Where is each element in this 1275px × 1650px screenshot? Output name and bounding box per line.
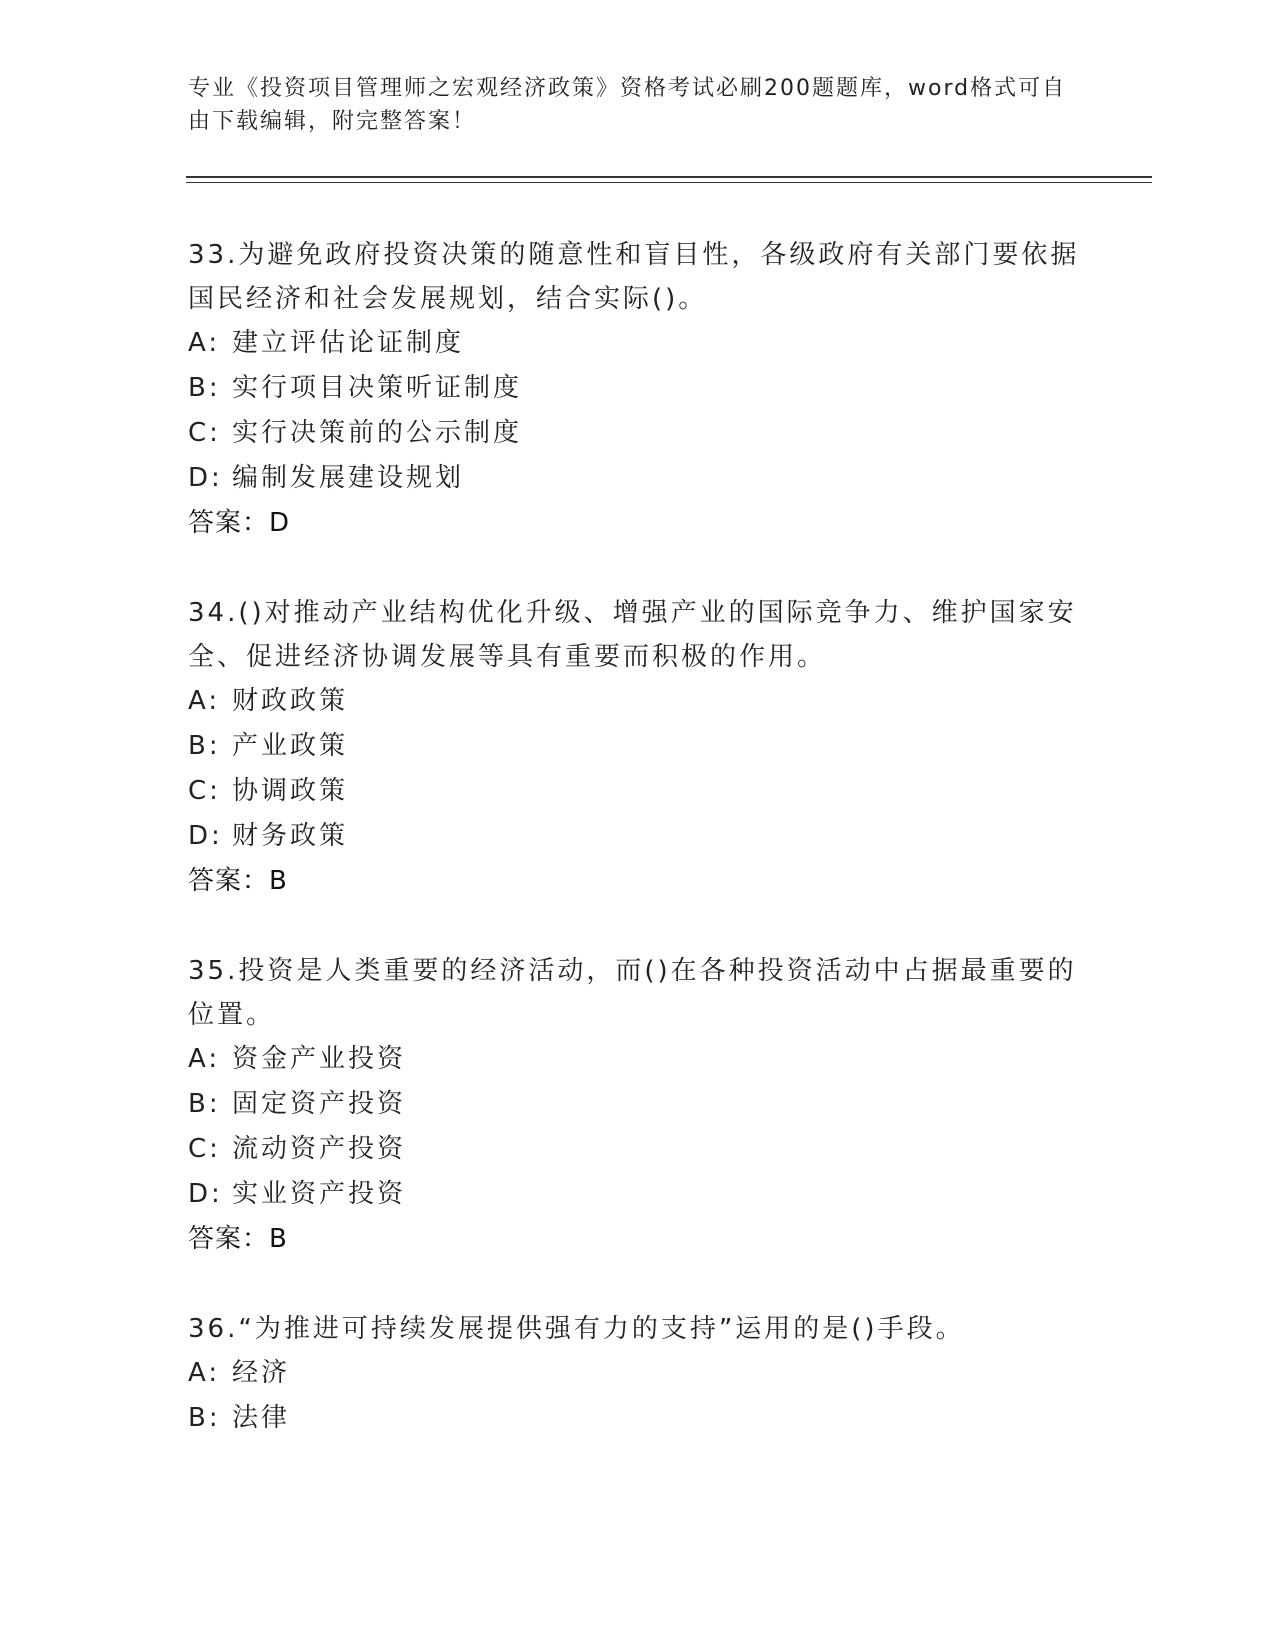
option-b xyxy=(188,1082,1088,1127)
document-header: 专业《投资项目管理师之宏观经济政策》资格考试必刷200题题库，word格式可自由下载编辑，附完整答案！ xyxy=(188,76,1067,134)
option-key: B: xyxy=(188,1403,221,1433)
option-c xyxy=(188,411,1088,456)
option-b xyxy=(188,366,1088,411)
option-text: 财政政策 xyxy=(232,686,349,716)
option-key: C: xyxy=(188,776,221,806)
option-text: 实行项目决策听证制度 xyxy=(232,373,523,403)
option-text: 财务政策 xyxy=(232,821,349,851)
option-key: A: xyxy=(188,328,221,358)
answer-line: 答案：B xyxy=(188,1224,288,1254)
option-a xyxy=(188,1037,1088,1082)
option-key: D: xyxy=(188,463,223,493)
option-text: 编制发展建设规划 xyxy=(232,463,465,493)
question-35 xyxy=(188,949,1088,1262)
option-key: A: xyxy=(188,1044,221,1074)
question-stem: 35.投资是人类重要的经济活动，而()在各种投资活动中占据最重要的位置。 xyxy=(188,956,1077,1030)
option-key: D: xyxy=(188,821,223,851)
option-d xyxy=(188,456,1088,501)
question-stem: 36.“为推进可持续发展提供强有力的支持”运用的是()手段。 xyxy=(188,1314,965,1344)
question-stem: 34.()对推动产业结构优化升级、增强产业的国际竞争力、维护国家安全、促进经济协调发展等具有重要而积极的作用。 xyxy=(188,598,1077,672)
option-key: B: xyxy=(188,373,221,403)
option-text: 经济 xyxy=(232,1358,291,1388)
option-text: 法律 xyxy=(232,1403,291,1433)
question-spacer xyxy=(188,904,1088,949)
option-key: A: xyxy=(188,1358,221,1388)
option-key: A: xyxy=(188,686,221,716)
header-divider-thick xyxy=(186,176,1152,178)
question-spacer xyxy=(188,546,1088,591)
question-33 xyxy=(188,233,1088,546)
option-b xyxy=(188,1396,1088,1441)
option-text: 协调政策 xyxy=(232,776,349,806)
option-key: C: xyxy=(188,1134,221,1164)
option-key: B: xyxy=(188,731,221,761)
option-key: C: xyxy=(188,418,221,448)
header-divider-thin xyxy=(186,182,1152,183)
question-list xyxy=(188,233,1088,1441)
option-b xyxy=(188,724,1088,769)
option-d xyxy=(188,1172,1088,1217)
option-key: D: xyxy=(188,1179,223,1209)
answer-line: 答案：D xyxy=(188,508,291,538)
option-a xyxy=(188,1351,1088,1396)
question-spacer xyxy=(188,1262,1088,1307)
question-stem: 33.为避免政府投资决策的随意性和盲目性，各级政府有关部门要依据国民经济和社会发展规划，结合实际()。 xyxy=(188,240,1080,314)
option-c xyxy=(188,769,1088,814)
answer-line: 答案：B xyxy=(188,866,288,896)
option-a xyxy=(188,321,1088,366)
option-text: 产业政策 xyxy=(232,731,349,761)
question-36 xyxy=(188,1307,1088,1441)
option-text: 建立评估论证制度 xyxy=(232,328,465,358)
option-key: B: xyxy=(188,1089,221,1119)
option-text: 资金产业投资 xyxy=(232,1044,407,1074)
option-text: 固定资产投资 xyxy=(232,1089,407,1119)
option-a xyxy=(188,679,1088,724)
option-text: 实业资产投资 xyxy=(232,1179,407,1209)
question-34 xyxy=(188,591,1088,904)
option-c xyxy=(188,1127,1088,1172)
option-text: 实行决策前的公示制度 xyxy=(232,418,523,448)
option-text: 流动资产投资 xyxy=(232,1134,407,1164)
option-d xyxy=(188,814,1088,859)
